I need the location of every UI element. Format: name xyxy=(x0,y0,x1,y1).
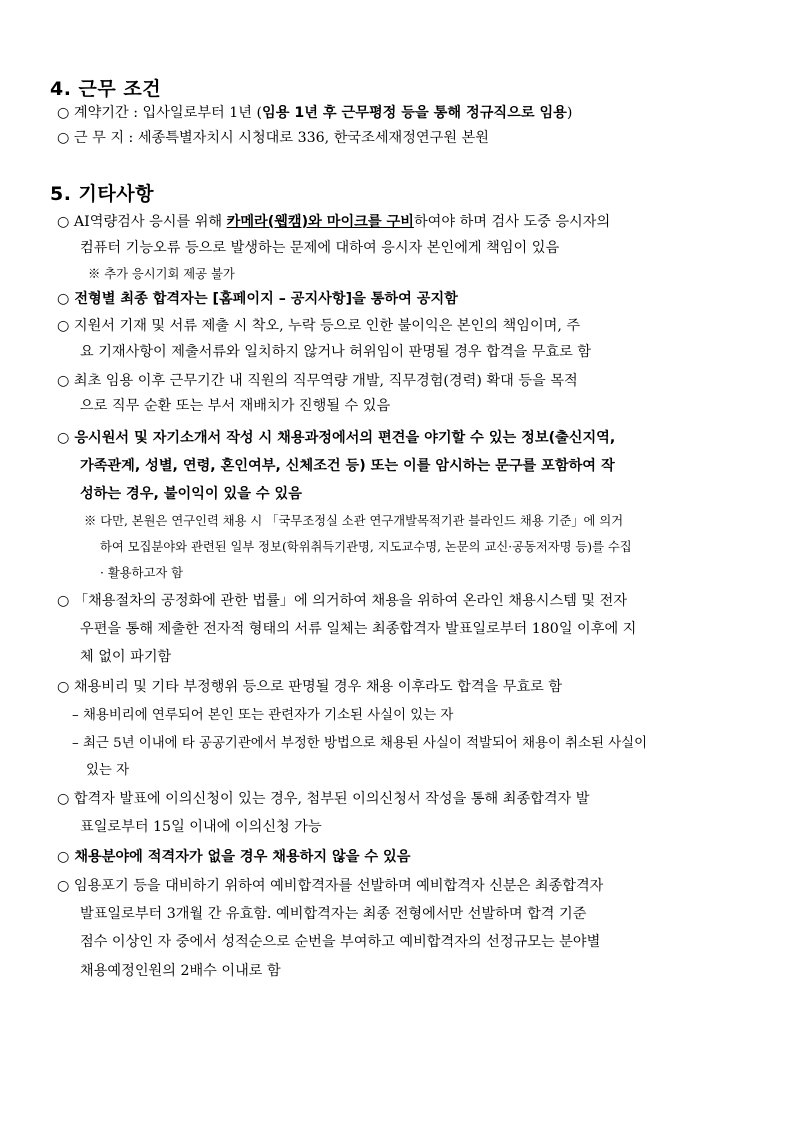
fraud-item: ○ 채용비리 및 기타 부정행위 등으로 판명될 경우 채용 이후라도 합격을 무효로 함 xyxy=(57,679,563,695)
reserve-line-2: 발표일로부터 3개월 간 유효함. 예비합격자는 최종 전형에서만 선발하며 합격 기준 xyxy=(80,906,587,922)
section-4-title: 4. 근무 조건 xyxy=(50,78,162,100)
rotation-line-1: ○ 최초 임용 이후 근무기간 내 직원의 직무역량 개발, 직무경험(경력) 확대 등을 목적 xyxy=(57,373,578,389)
application-line-2: 요 기재사항이 제출서류와 일치하지 않거나 허위임이 판명될 경우 합격을 무효로 함 xyxy=(80,344,592,360)
law-line-1: ○ 「채용절차의 공정화에 관한 법률」에 의거하여 채용을 위하여 온라인 채용시스템 및 전자 xyxy=(57,593,628,609)
bias-line-3: 성하는 경우, 불이익이 있을 수 있음 xyxy=(80,486,302,502)
fraud-detail-2a: – 최근 5년 이내에 타 공공기관에서 부정한 방법으로 채용된 사실이 적발되어 채용이 취소된 사실이 xyxy=(72,736,648,751)
bias-note-line-2: 하여 모집분야와 관련된 일부 정보(학위취득기관명, 지도교수명, 논문의 교신·공동저자명 등)를 수집 xyxy=(100,540,632,554)
law-line-3: 체 없이 파기함 xyxy=(80,649,172,665)
no-hire-item: ○ 채용분야에 적격자가 없을 경우 채용하지 않을 수 있음 xyxy=(57,849,411,865)
reserve-line-3: 점수 이상인 자 중에서 성적순으로 순번을 부여하고 예비합격자의 선정규모는 분야별 xyxy=(80,934,601,950)
rotation-line-2: 으로 직무 순환 또는 부서 재배치가 진행될 수 있음 xyxy=(80,398,391,414)
reserve-line-4: 채용예정인원의 2배수 이내로 함 xyxy=(80,963,281,979)
bias-note-line-3: · 활용하고자 함 xyxy=(100,566,183,580)
fraud-detail-2b: 있는 자 xyxy=(86,763,130,778)
bias-line-2: 가족관계, 성별, 연령, 혼인여부, 신체조건 등) 또는 이를 암시하는 문구를 포함하여 작 xyxy=(80,458,615,474)
section-5-title: 5. 기타사항 xyxy=(50,183,154,205)
ai-test-note: ※ 추가 응시기회 제공 불가 xyxy=(88,267,235,281)
objection-line-1: ○ 합격자 발표에 이의신청이 있는 경우, 첨부된 이의신청서 작성을 통해 최종합격자 발 xyxy=(57,791,590,807)
bias-note-line-1: ※ 다만, 본원은 연구인력 채용 시 「국무조정실 소관 연구개발목적기관 블라인드 채용 기준」에 의거 xyxy=(84,514,624,528)
objection-line-2: 표일로부터 15일 이내에 이의신청 가능 xyxy=(80,819,322,835)
notice-item: ○ 전형별 최종 합격자는 [홈페이지 – 공지사항]을 통하여 공지함 xyxy=(57,291,458,307)
fraud-detail-1: – 채용비리에 연루되어 본인 또는 관련자가 기소된 사실이 있는 자 xyxy=(72,708,454,723)
work-location: ○ 근 무 지 : 세종특별자치시 시청대로 336, 한국조세재정연구원 본원 xyxy=(57,130,489,146)
application-line-1: ○ 지원서 기재 및 서류 제출 시 착오, 누락 등으로 인한 불이익은 본인의 책임이며, 주 xyxy=(57,318,581,334)
ai-test-line-1: ○ AI역량검사 응시를 위해 카메라(웹캠)와 마이크를 구비하여야 하며 검사 도중 응시자의 xyxy=(57,214,611,230)
contract-period: ○ 계약기간 : 입사일로부터 1년 (임용 1년 후 근무평정 등을 통해 정규직으로 임용) xyxy=(57,105,573,121)
law-line-2: 우편을 통해 제출한 전자적 형태의 서류 일체는 최종합격자 발표일로부터 180일 이후에 지 xyxy=(80,621,637,637)
reserve-line-1: ○ 임용포기 등을 대비하기 위하여 예비합격자를 선발하며 예비합격자 신분은 최종합격자 xyxy=(57,878,604,894)
ai-test-line-2: 컴퓨터 기능오류 등으로 발생하는 문제에 대하여 응시자 본인에게 책임이 있음 xyxy=(80,240,560,256)
bias-line-1: ○ 응시원서 및 자기소개서 작성 시 채용과정에서의 편견을 야기할 수 있는 정보(출신지역, xyxy=(57,430,616,446)
